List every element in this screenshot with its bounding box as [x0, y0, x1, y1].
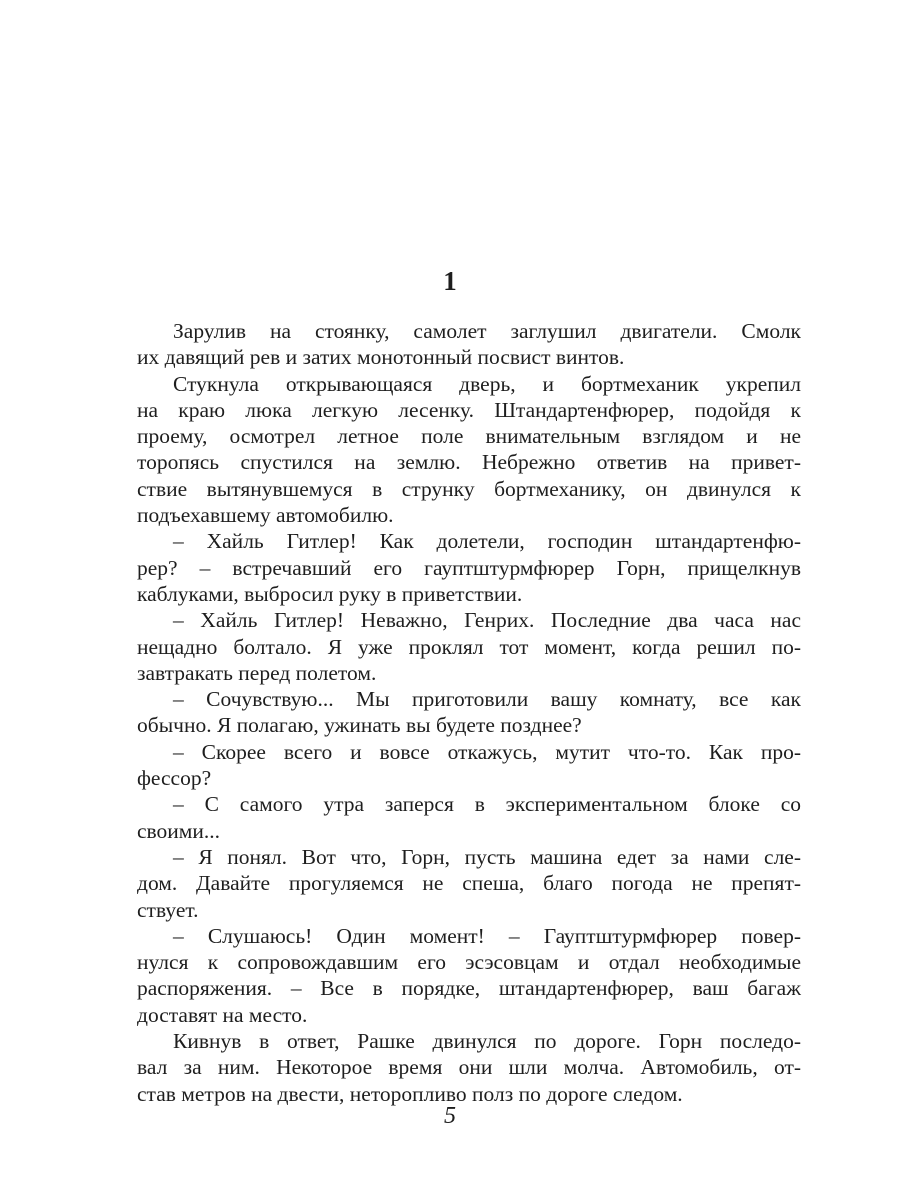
- text-line: ствует.: [137, 897, 199, 922]
- text-line: подъехавшему автомобилю.: [137, 503, 394, 528]
- text-line: Стукнула открывающаяся дверь, и бортмеханик укрепил: [173, 371, 801, 396]
- paragraph: [137, 791, 801, 844]
- text-line: – Сочувствую... Мы приготовили вашу комнату, все как: [173, 687, 801, 712]
- text-line: – Скорее всего и вовсе откажусь, мутит что-то. Как про-: [173, 739, 801, 764]
- text-line: Кивнув в ответ, Рашке двинулся по дороге. Горн последо-: [173, 1029, 801, 1054]
- paragraph: [137, 844, 801, 923]
- text-line: на краю люка легкую лесенку. Штандартенфюрер, подойдя к: [137, 397, 801, 422]
- text-line: обычно. Я полагаю, ужинать вы будете позднее?: [137, 713, 582, 738]
- paragraph: [137, 318, 801, 371]
- text-line: их давящий рев и затих монотонный посвист винтов.: [137, 345, 625, 370]
- text-line: нещадно болтало. Я уже проклял тот момент, когда решил по-: [137, 634, 801, 659]
- chapter-number: 1: [443, 266, 457, 296]
- text-line: доставят на место.: [137, 1002, 308, 1027]
- text-line: проему, осмотрел летное поле внимательным взглядом и не: [137, 424, 801, 449]
- paragraph: [137, 923, 801, 1028]
- paragraph: [137, 371, 801, 529]
- paragraph: [137, 1028, 801, 1107]
- text-line: фессор?: [137, 766, 212, 791]
- text-line: нулся к сопровождавшим его эсэсовцам и отдал необходимые: [137, 950, 801, 975]
- text-line: дом. Давайте прогуляемся не спеша, благо погода не препят-: [137, 871, 801, 896]
- text-line: торопясь спустился на землю. Небрежно ответив на привет-: [137, 450, 801, 475]
- text-line: – С самого утра заперся в экспериментальном блоке со: [173, 792, 801, 817]
- chapter-text: [137, 318, 801, 1107]
- text-line: распоряжения. – Все в порядке, штандартенфюрер, ваш багаж: [137, 976, 801, 1001]
- text-line: Зарулив на стоянку, самолет заглушил двигатели. Смолк: [173, 319, 801, 343]
- text-line: – Я понял. Вот что, Горн, пусть машина едет за нами сле-: [173, 844, 801, 869]
- text-line: вал за ним. Некоторое время они шли молча. Автомобиль, от-: [137, 1055, 801, 1080]
- text-line: своими...: [137, 818, 221, 843]
- text-line: – Хайль Гитлер! Неважно, Генрих. Последние два часа нас: [173, 608, 801, 633]
- paragraph: [137, 686, 801, 739]
- paragraph: [137, 739, 801, 792]
- text-line: став метров на двести, неторопливо полз по дороге следом.: [137, 1081, 683, 1106]
- page-number: 5: [444, 1103, 456, 1129]
- paragraph: [137, 607, 801, 686]
- text-line: рер? – встречавший его гауптштурмфюрер Горн, прищелкнув: [137, 555, 801, 580]
- text-line: – Хайль Гитлер! Как долетели, господин штандартенфю-: [173, 529, 801, 554]
- text-line: завтракать перед полетом.: [137, 660, 377, 685]
- text-line: – Слушаюсь! Один момент! – Гауптштурмфюрер повер-: [173, 923, 801, 948]
- text-line: ствие вытянувшемуся в струнку бортмеханику, он двинулся к: [137, 476, 801, 501]
- paragraph: [137, 528, 801, 607]
- text-line: каблуками, выбросил руку в приветствии.: [137, 581, 523, 606]
